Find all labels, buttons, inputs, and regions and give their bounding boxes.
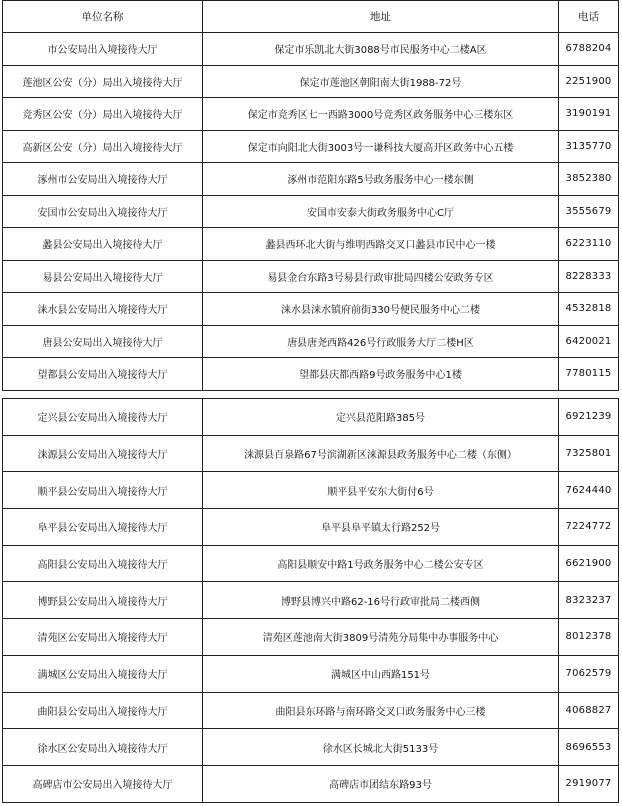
cell-name: 阜平县公安局出入境接待大厅: [3, 509, 203, 546]
table-row: [3, 655, 619, 692]
table-row: [3, 98, 619, 131]
cell-name: 博野县公安局出入境接待大厅: [3, 582, 203, 619]
table-row: [3, 228, 619, 261]
table-row: [3, 692, 619, 729]
cell-name: 蠡县公安局出入境接待大厅: [3, 228, 203, 261]
table-row: [3, 195, 619, 228]
cell-name: 市公安局出入境接待大厅: [3, 33, 203, 66]
cell-phone: 2251900: [559, 65, 619, 98]
cell-name: 徐水区公安局出入境接待大厅: [3, 729, 203, 766]
cell-phone: 6788204: [559, 33, 619, 66]
cell-phone: 4532818: [559, 293, 619, 326]
cell-name: 曲阳县公安局出入境接待大厅: [3, 692, 203, 729]
cell-phone: 7224772: [559, 509, 619, 546]
cell-address: 保定市向阳北大街3003号一谦科技大厦高开区政务中心五楼: [203, 130, 559, 163]
cell-name: 清苑区公安局出入境接待大厅: [3, 619, 203, 656]
table-row: [3, 545, 619, 582]
cell-name: 望都县公安局出入境接待大厅: [3, 358, 203, 391]
table-row: [3, 765, 619, 802]
table-row: [3, 399, 619, 436]
cell-address: 保定市竞秀区七一西路3000号竞秀区政务服务中心三楼东区: [203, 98, 559, 131]
table-row: [3, 509, 619, 546]
header-address: 地址: [203, 1, 559, 33]
cell-name: 顺平县公安局出入境接待大厅: [3, 472, 203, 509]
cell-address: 涿州市范阳东路5号政务服务中心一楼东侧: [203, 163, 559, 196]
cell-name: 高新区公安（分）局出入境接待大厅: [3, 130, 203, 163]
cell-phone: 3852380: [559, 163, 619, 196]
cell-name: 满城区公安局出入境接待大厅: [3, 655, 203, 692]
cell-phone: 2919077: [559, 765, 619, 802]
table-header-row: [3, 1, 619, 33]
cell-address: 保定市乐凯北大街3088号市民服务中心二楼A区: [203, 33, 559, 66]
table-row: [3, 293, 619, 326]
cell-name: 定兴县公安局出入境接待大厅: [3, 399, 203, 436]
cell-address: 涞源县百泉路67号滨湖新区涞源县政务服务中心二楼（东侧）: [203, 435, 559, 472]
cell-phone: 6621900: [559, 545, 619, 582]
cell-address: 高阳县顺安中路1号政务服务中心二楼公安专区: [203, 545, 559, 582]
header-name: 单位名称: [3, 1, 203, 33]
cell-phone: 8696553: [559, 729, 619, 766]
table-row: [3, 435, 619, 472]
cell-name: 唐县公安局出入境接待大厅: [3, 325, 203, 358]
cell-phone: 7624440: [559, 472, 619, 509]
table-row: [3, 729, 619, 766]
cell-name: 涞水县公安局出入境接待大厅: [3, 293, 203, 326]
cell-name: 高碑店市公安局出入境接待大厅: [3, 765, 203, 802]
cell-name: 涿州市公安局出入境接待大厅: [3, 163, 203, 196]
cell-phone: 8323237: [559, 582, 619, 619]
table-row: [3, 582, 619, 619]
table-row: [3, 325, 619, 358]
cell-phone: 6223110: [559, 228, 619, 261]
cell-phone: 7062579: [559, 655, 619, 692]
table-row: [3, 65, 619, 98]
cell-name: 竞秀区公安（分）局出入境接待大厅: [3, 98, 203, 131]
cell-name: 涞源县公安局出入境接待大厅: [3, 435, 203, 472]
table-row: [3, 260, 619, 293]
cell-phone: 3190191: [559, 98, 619, 131]
cell-phone: 8228333: [559, 260, 619, 293]
cell-address: 顺平县平安东大街付6号: [203, 472, 559, 509]
table-row: [3, 163, 619, 196]
cell-address: 高碑店市团结东路93号: [203, 765, 559, 802]
cell-phone: 4068827: [559, 692, 619, 729]
cell-address: 易县金台东路3号易县行政审批局四楼公安政务专区: [203, 260, 559, 293]
cell-address: 唐县唐尧西路426号行政服务大厅二楼H区: [203, 325, 559, 358]
cell-address: 阜平县阜平镇太行路252号: [203, 509, 559, 546]
table-row: [3, 130, 619, 163]
cell-name: 莲池区公安（分）局出入境接待大厅: [3, 65, 203, 98]
cell-phone: 3135770: [559, 130, 619, 163]
cell-name: 易县公安局出入境接待大厅: [3, 260, 203, 293]
cell-phone: 7325801: [559, 435, 619, 472]
office-table-part2: [2, 398, 619, 803]
cell-phone: 8012378: [559, 619, 619, 656]
table-row: [3, 619, 619, 656]
cell-address: 望都县庆都西路9号政务服务中心1楼: [203, 358, 559, 391]
cell-address: 清苑区莲池南大街3809号清苑分局集中办事服务中心: [203, 619, 559, 656]
cell-address: 满城区中山西路151号: [203, 655, 559, 692]
cell-phone: 6420021: [559, 325, 619, 358]
table-row: [3, 472, 619, 509]
office-table-part1: [2, 0, 619, 391]
cell-address: 曲阳县东环路与南环路交叉口政务服务中心三楼: [203, 692, 559, 729]
cell-address: 蠡县西环北大街与维明西路交叉口蠡县市民中心一楼: [203, 228, 559, 261]
table-row: [3, 358, 619, 391]
cell-phone: 6921239: [559, 399, 619, 436]
table-row: [3, 33, 619, 66]
header-phone: 电话: [559, 1, 619, 33]
cell-phone: 7780115: [559, 358, 619, 391]
cell-address: 保定市莲池区朝阳南大街1988-72号: [203, 65, 559, 98]
cell-address: 涞水县涞水镇府前街330号便民服务中心二楼: [203, 293, 559, 326]
cell-name: 高阳县公安局出入境接待大厅: [3, 545, 203, 582]
cell-address: 博野县博兴中路62-16号行政审批局二楼西侧: [203, 582, 559, 619]
cell-address: 定兴县范阳路385号: [203, 399, 559, 436]
cell-address: 徐水区长城北大街5133号: [203, 729, 559, 766]
cell-address: 安国市安泰大街政务服务中心C厅: [203, 195, 559, 228]
cell-name: 安国市公安局出入境接待大厅: [3, 195, 203, 228]
cell-phone: 3555679: [559, 195, 619, 228]
